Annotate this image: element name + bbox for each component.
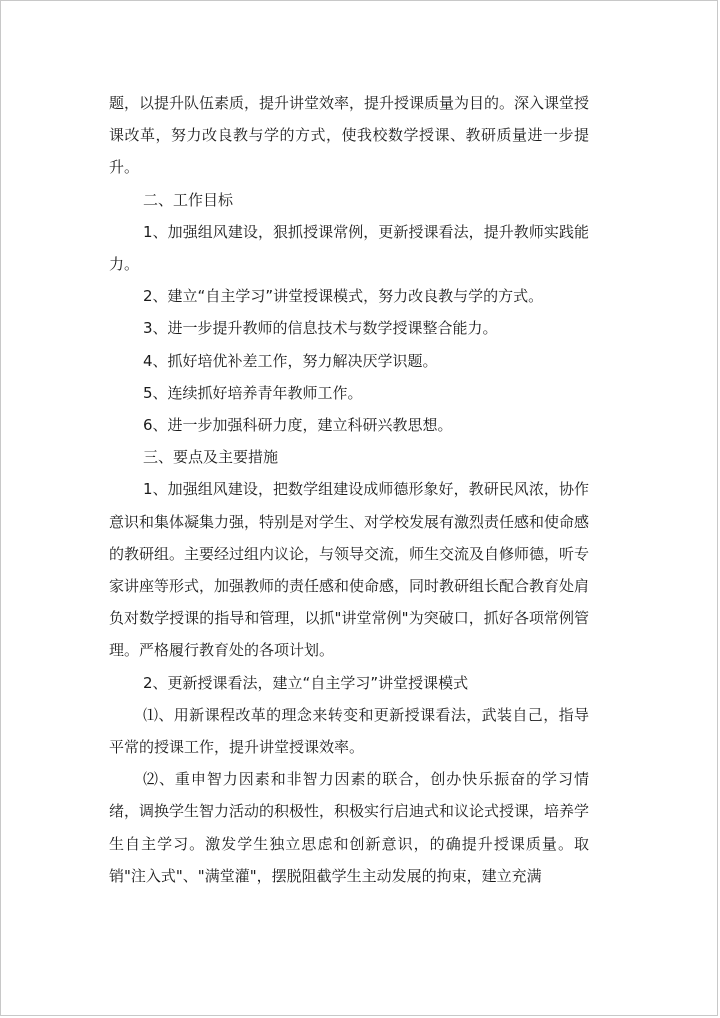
section-heading-key-measures: 三、要点及主要措施 <box>143 448 279 467</box>
measure-subitem-1: ⑴、用新课程改革的理念来转变和更新授课看法，武装自己，指导平常的授课工作，提升讲堂授课效率。 <box>109 705 589 757</box>
goal-item-5: 5、连续抓好培养青年教师工作。 <box>143 383 363 402</box>
measure-subitem-2: ⑵、重申智力因素和非智力因素的联合，创办快乐振奋的学习情绪，调换学生智力活动的积极性，积极实行启迪式和议论式授课，培养学生自主学习。激发学生独立思虑和创新意识，的确提升授课质量。取销"注入式"、"满堂灌"，摆脱阻截学生主动发展的拘束，建立充满 <box>109 770 590 885</box>
goal-item-6: 6、进一步加强科研力度，建立科研兴教思想。 <box>143 416 453 435</box>
measure-item-2: 2、更新授课看法，建立“自主学习”讲堂授课模式 <box>143 673 469 692</box>
paragraph-intro-continuation: 题，以提升队伍素质，提升讲堂效率，提升授课质量为目的。深入课堂授课改革，努力改良教与学的方式，使我校数学授课、教研质量进一步提升。 <box>109 94 590 177</box>
measure-item-1: 1、加强组风建设，把数学组建设成师德形象好，教研民风浓，协作意识和集体凝集力强，特别是对学生、对学校发展有激烈责任感和使命感的教研组。主要经过组内议论，与领导交流，师生交流及自修师德，听专家讲座等形式，加强教师的责任感和使命感，同时教研组长配合教育处肩负对数学授课的指导和管理，以抓"讲堂常例"为突破口，抓好各项常例管理。严格履行教育处的各项计划。 <box>109 480 590 660</box>
document-body <box>109 87 589 892</box>
section-heading-work-goals: 二、工作目标 <box>143 190 234 209</box>
goal-item-1: 1、加强组风建设，狠抓授课常例，更新授课看法，提升教师实践能力。 <box>109 222 589 274</box>
goal-item-4: 4、抓好培优补差工作，努力解决厌学识题。 <box>143 351 438 370</box>
goal-item-2: 2、建立“自主学习”讲堂授课模式，努力改良教与学的方式。 <box>143 287 544 306</box>
goal-item-3: 3、进一步提升教师的信息技术与数学授课整合能力。 <box>143 319 498 338</box>
